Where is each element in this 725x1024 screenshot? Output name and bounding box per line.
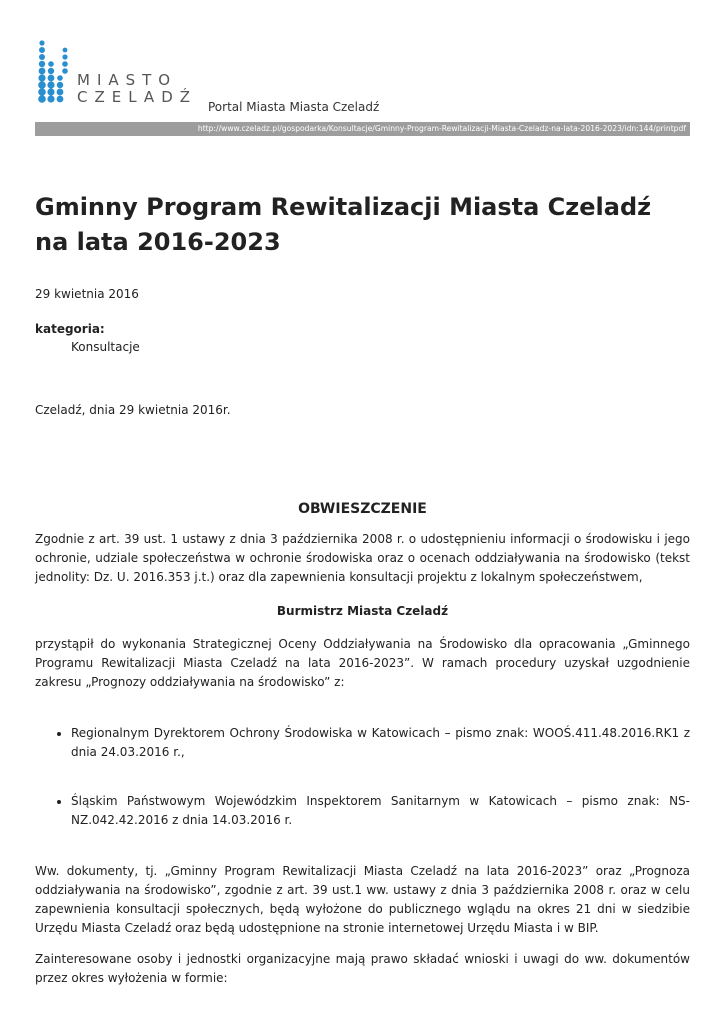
logo-dots-icon [35, 38, 75, 110]
logo-text-line1: MIASTO [77, 71, 178, 89]
mayor-heading: Burmistrz Miasta Czeladź [276, 604, 449, 618]
paragraph-comments: Zainteresowane osoby i jednostki organizacyjne mają prawo składać wnioski i uwagi do ww. dokumentów przez okres wyłożenia w formie: [35, 952, 690, 985]
paragraph-legal-basis: Zgodnie z art. 39 ust. 1 ustawy z dnia 3 października 2008 r. o udostępnieniu informacji o środowisku i jego ochronie, udziale społeczeństwa w ochronie środowiska oraz o ocenach oddziaływania na środowisko (tekst jednolity: Dz. U. 2016.353 j.t.) oraz dla zapewnienia konsultacji projektu z lokalnym społeczeństwem, [35, 532, 690, 584]
article-content [35, 190, 690, 988]
portal-name: Portal Miasta Miasta Czeladź [208, 100, 380, 114]
page-title: Gminny Program Rewitalizacji Miasta Czeladź na lata 2016-2023 [35, 193, 652, 256]
publication-date: 29 kwietnia 2016 [35, 287, 139, 301]
agreements-list [35, 724, 690, 830]
place-date: Czeladź, dnia 29 kwietnia 2016r. [35, 403, 231, 417]
category-value: Konsultacje [71, 340, 140, 354]
category-label: kategoria: [35, 322, 105, 336]
paragraph-documents: Ww. dokumenty, tj. „Gminny Program Rewitalizacji Miasta Czeladź na lata 2016-2023” oraz „Prognoza oddziaływania na środowisko”, zgodnie z art. 39 ust.1 ww. ustawy z dnia 3 października 2008 r. oraz w celu zapewnienia konsultacji społecznych, będą wyłożone do publicznego wglądu na okres 21 dni w siedzibie Urzędu Miasta Czeladź oraz będą udostępnione na stronie internetowej Urzędu Miasta i w BIP. [35, 864, 690, 935]
list-item: • Regionalnym Dyrektorem Ochrony Środowiska w Katowicach – pismo znak: WOOŚ.411.48.2016.RK1 z dnia 24.03.2016 r., [71, 724, 690, 762]
notice-title: OBWIESZCZENIE [298, 501, 427, 517]
paragraph-procedure: przystąpił do wykonania Strategicznej Oceny Oddziaływania na Środowisko dla opracowania „Gminnego Programu Rewitalizacji Miasta Czeladź na lata 2016-2023”. W ramach procedury uzyskał uzgodnienie zakresu „Prognozy oddziaływania na środowisko” z: [35, 637, 690, 689]
page-url-bar: http://www.czeladz.pl/gospodarka/Konsultacje/Gminny-Program-Rewitalizacji-Miasta-Czeladz-na-lata-2016-2023/idn:144/printpdf [35, 122, 690, 136]
logo-text [77, 72, 197, 106]
city-logo[interactable] [35, 38, 215, 110]
list-item: • Śląskim Państwowym Wojewódzkim Inspektorem Sanitarnym w Katowicach – pismo znak: NS-NZ.042.42.2016 z dnia 14.03.2016 r. [71, 792, 690, 830]
logo-text-line2: CZELADŹ [77, 88, 198, 106]
